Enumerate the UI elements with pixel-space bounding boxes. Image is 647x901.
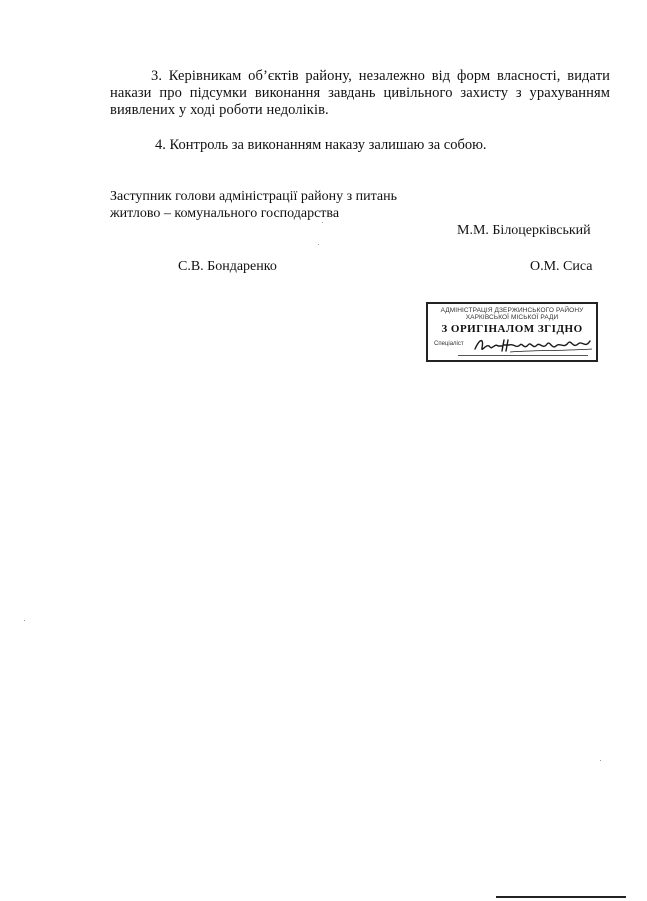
signatory-title-text: Заступник голови адміністрації району з питань житлово – комунального господарства [110,189,397,221]
stamp-underline [458,355,588,356]
stamp-main-text: З ОРИГІНАЛОМ ЗГІДНО [441,323,583,335]
signatory-name-1: М.М. Білоцерківський [457,223,591,238]
certification-stamp [426,302,598,362]
scan-speck [322,222,323,223]
scan-speck [24,620,25,621]
footer-rule [496,896,626,898]
signatory-name-3: О.М. Сиса [530,259,593,274]
stamp-org-line-2: ХАРКІВСЬКОЇ МІСЬКОЇ РАДИ [465,314,559,321]
scan-speck [318,244,319,245]
paragraph-4: 4. Контроль за виконанням наказу залишаю за собою. [155,137,487,153]
signatory-name-2: С.В. Бондаренко [178,259,277,274]
paragraph-3: 3. Керівникам об’єктів району, незалежно від форм власності, видати накази про підсумки виконання завдань цивільного захисту з урахуванням виявлених у ході роботи недоліків. [110,68,610,118]
scan-speck [600,760,601,761]
handwritten-signature [472,334,596,356]
signatory-title [110,188,410,222]
stamp-org-line-1: АДМІНІСТРАЦІЯ ДЗЕРЖИНСЬКОГО РАЙОНУ [440,307,584,314]
stamp-role: Спеціаліст [434,341,464,347]
